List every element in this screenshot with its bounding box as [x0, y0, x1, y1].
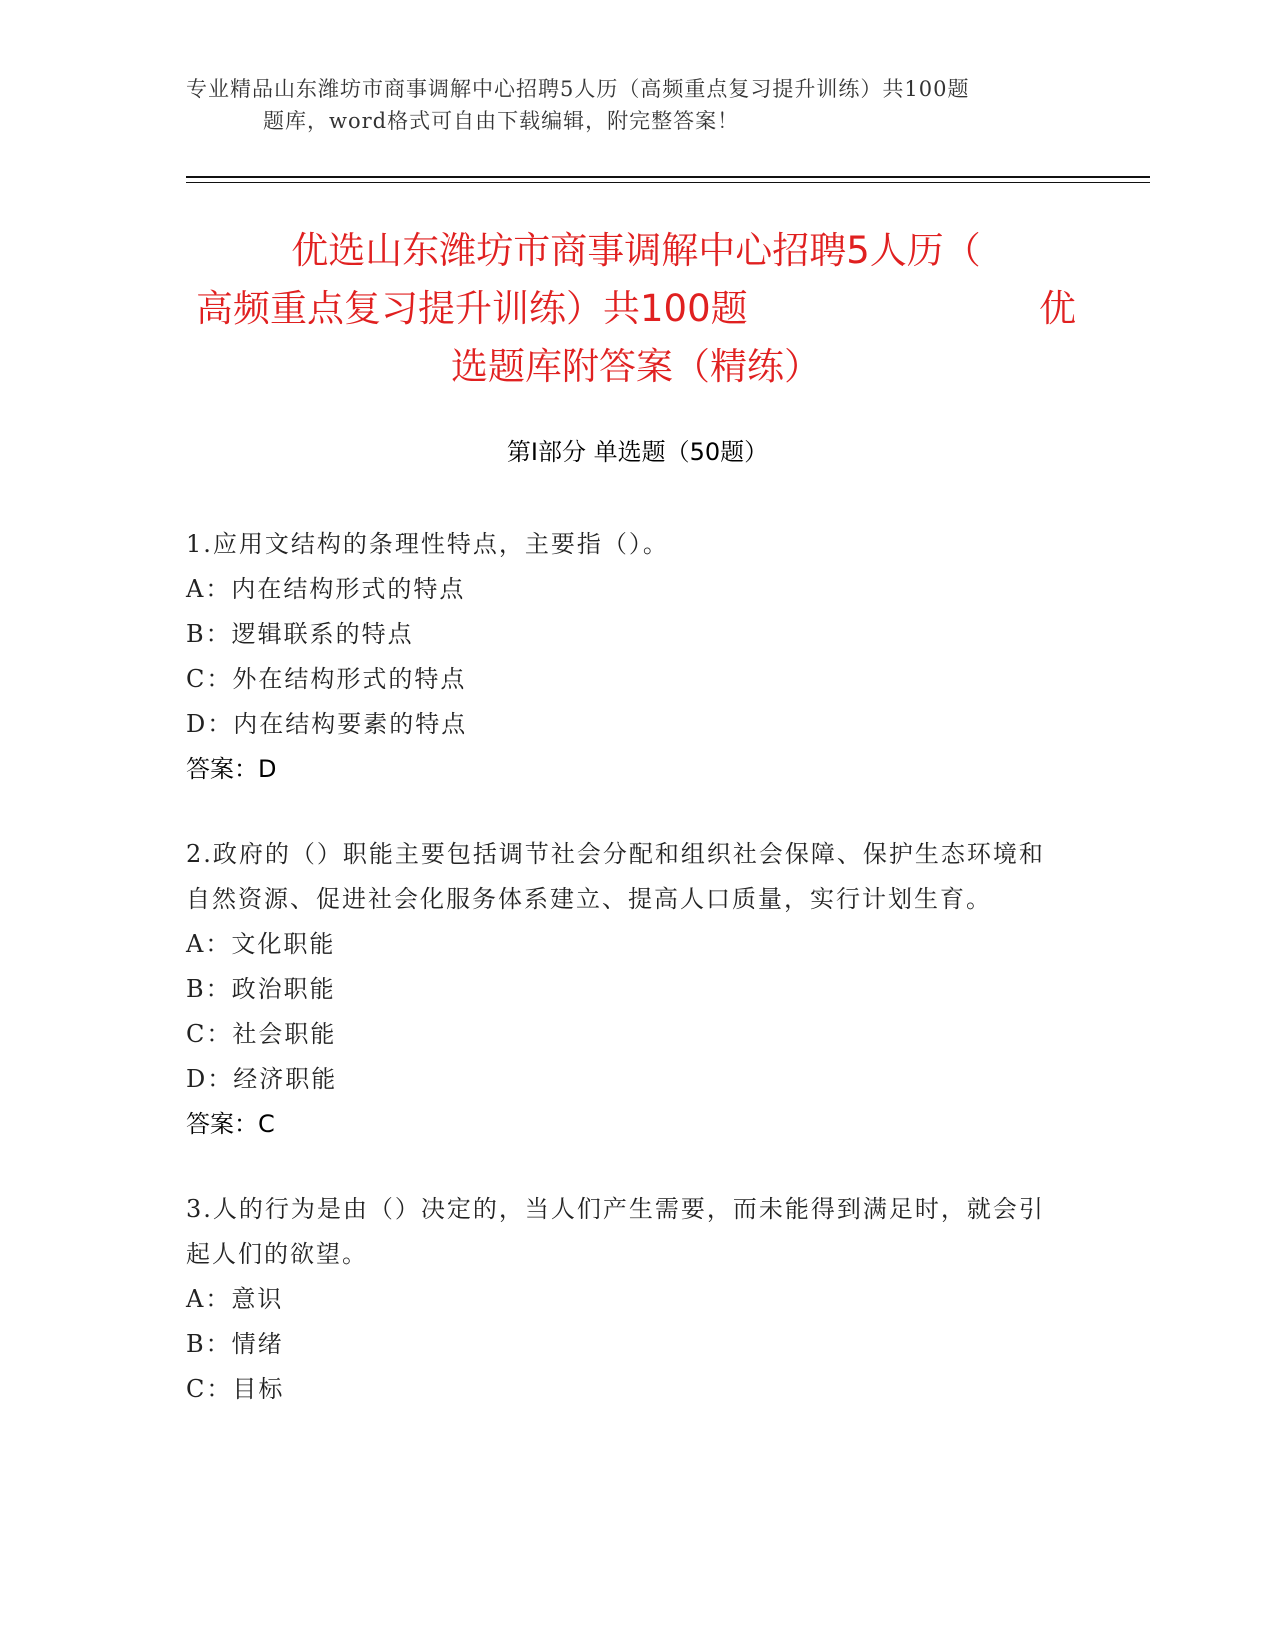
- question-stem: 3.人的行为是由（）决定的，当人们产生需要，而未能得到满足时，就会引起人们的欲望。: [186, 1195, 1045, 1268]
- document-title: [196, 222, 1076, 396]
- header-line-2: 题库，word格式可自由下载编辑，附完整答案！: [263, 109, 740, 133]
- question-stem: 1.应用文结构的条理性特点，主要指（）。: [186, 530, 669, 558]
- option-b: B：情绪: [186, 1330, 284, 1358]
- option-d: D：内在结构要素的特点: [186, 710, 468, 738]
- option-c: C：社会职能: [186, 1020, 337, 1048]
- question-stem: 2.政府的（）职能主要包括调节社会分配和组织社会保障、保护生态环境和自然资源、促进社会化服务体系建立、提高人口质量，实行计划生育。: [186, 840, 1045, 913]
- option-a: A：内在结构形式的特点: [186, 575, 466, 603]
- answer-line: 答案：C: [186, 1110, 275, 1138]
- header-line-1: 专业精品山东潍坊市商事调解中心招聘5人历（高频重点复习提升训练）共100题: [186, 77, 970, 101]
- option-c: C：目标: [186, 1375, 285, 1403]
- title-line-1: 优选山东潍坊市商事调解中心招聘5人历（: [291, 229, 981, 272]
- question-list: [186, 522, 1066, 1452]
- header-divider-thick: [186, 176, 1150, 178]
- title-line-3: 选题库附答案（精练）: [451, 345, 821, 388]
- answer-line: 答案：D: [186, 755, 277, 783]
- title-line-2-main: 高频重点复习提升训练）共100题: [196, 287, 748, 330]
- option-b: B：政治职能: [186, 975, 336, 1003]
- page-header: [186, 73, 1086, 137]
- option-b: B：逻辑联系的特点: [186, 620, 414, 648]
- question-item: [186, 1187, 1066, 1412]
- option-a: A：文化职能: [186, 930, 336, 958]
- option-a: A：意识: [186, 1285, 284, 1313]
- option-d: D：经济职能: [186, 1065, 338, 1093]
- section-heading: 第Ⅰ部分 单选题（50题）: [506, 438, 769, 466]
- title-line-2-tail: 优: [1039, 287, 1076, 330]
- header-divider-thin: [186, 182, 1150, 183]
- title-line-2: [196, 280, 1076, 338]
- question-item: [186, 832, 1066, 1147]
- option-c: C：外在结构形式的特点: [186, 665, 467, 693]
- question-item: [186, 522, 1066, 792]
